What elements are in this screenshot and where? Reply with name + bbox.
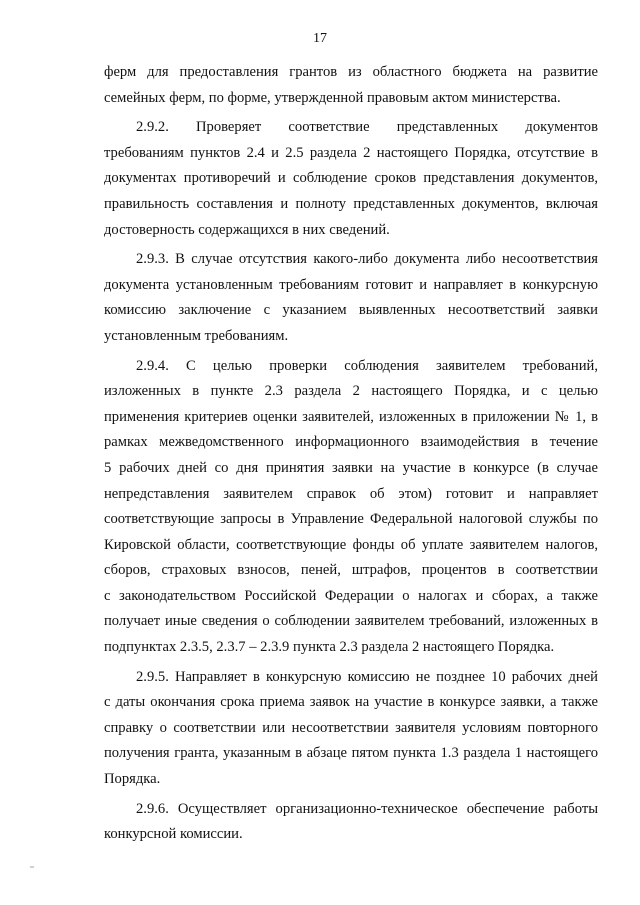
text-line: достоверность содержащихся в них сведений. <box>104 221 390 238</box>
document-body <box>104 60 598 848</box>
text-line: Кировской области, соответствующие фонды об уплате заявителем налогов, <box>104 536 598 553</box>
text-line: семейных ферм, по форме, утвержденной правовым актом министерства. <box>104 89 561 106</box>
text-line: справку о соответствии или несоответствии заявителя условиям повторного <box>104 719 598 736</box>
paragraph-2-9-2 <box>104 115 598 243</box>
text-line: с даты окончания срока приема заявок на участие в конкурсе заявки, а также <box>104 694 598 711</box>
scan-mark <box>30 866 34 868</box>
text-line: конкурсной комиссии. <box>104 826 243 843</box>
text-line: получает иные сведения о соблюдении заявителем требований, изложенных в <box>104 613 598 630</box>
text-line: документа установленным требованиям готовит и направляет в конкурсную <box>104 276 598 293</box>
text-line: документах противоречий и соблюдение сроков представления документов, <box>104 170 598 187</box>
text-line: подпунктах 2.3.5, 2.3.7 – 2.3.9 пункта 2.3 раздела 2 настоящего Порядка. <box>104 639 555 656</box>
paragraph-intro <box>104 60 598 111</box>
text-line: рамках межведомственного информационного взаимодействия в течение <box>104 434 598 451</box>
text-line: с законодательством Российской Федерации о налогах и сборах, а также <box>104 587 598 604</box>
text-line: соответствующие запросы в Управление Федеральной налоговой службы по <box>104 511 598 528</box>
paragraph-2-9-6 <box>104 797 598 848</box>
text-line: 2.9.5. Направляет в конкурсную комиссию не позднее 10 рабочих дней <box>136 668 598 685</box>
text-line: 5 рабочих дней со дня принятия заявки на участие в конкурсе (в случае <box>104 459 598 476</box>
text-line: 2.9.2. Проверяет соответствие представленных документов <box>136 119 598 136</box>
text-line: сборов, страховых взносов, пеней, штрафов, процентов в соответствии <box>104 562 598 579</box>
paragraph-2-9-4 <box>104 354 598 661</box>
text-line: изложенных в пункте 2.3 раздела 2 настоящего Порядка, и с целью <box>104 383 598 400</box>
text-line: установленным требованиям. <box>104 327 289 344</box>
text-line: правильность составления и полноту представленных документов, включая <box>104 195 598 212</box>
text-line: комиссию заключение с указанием выявленных несоответствий заявки <box>104 302 598 319</box>
text-line: 2.9.6. Осуществляет организационно-техническое обеспечение работы <box>136 800 598 817</box>
text-line: ферм для предоставления грантов из областного бюджета на развитие <box>104 64 598 80</box>
page-number: 17 <box>313 31 327 46</box>
text-line: применения критериев оценки заявителей, изложенных в приложении № 1, в <box>104 408 598 425</box>
paragraph-2-9-3 <box>104 247 598 349</box>
text-line: непредставления заявителем справок об этом) готовит и направляет <box>104 485 598 502</box>
text-line: получения гранта, указанным в абзаце пятом пункта 1.3 раздела 1 настоящего <box>104 745 598 762</box>
text-line: 2.9.3. В случае отсутствия какого-либо документа либо несоответствия <box>136 251 598 268</box>
text-line: требованиям пунктов 2.4 и 2.5 раздела 2 настоящего Порядка, отсутствие в <box>104 144 598 161</box>
text-line: Порядка. <box>104 771 161 788</box>
paragraph-2-9-5 <box>104 665 598 793</box>
text-line: 2.9.4. С целью проверки соблюдения заявителем требований, <box>136 357 598 374</box>
